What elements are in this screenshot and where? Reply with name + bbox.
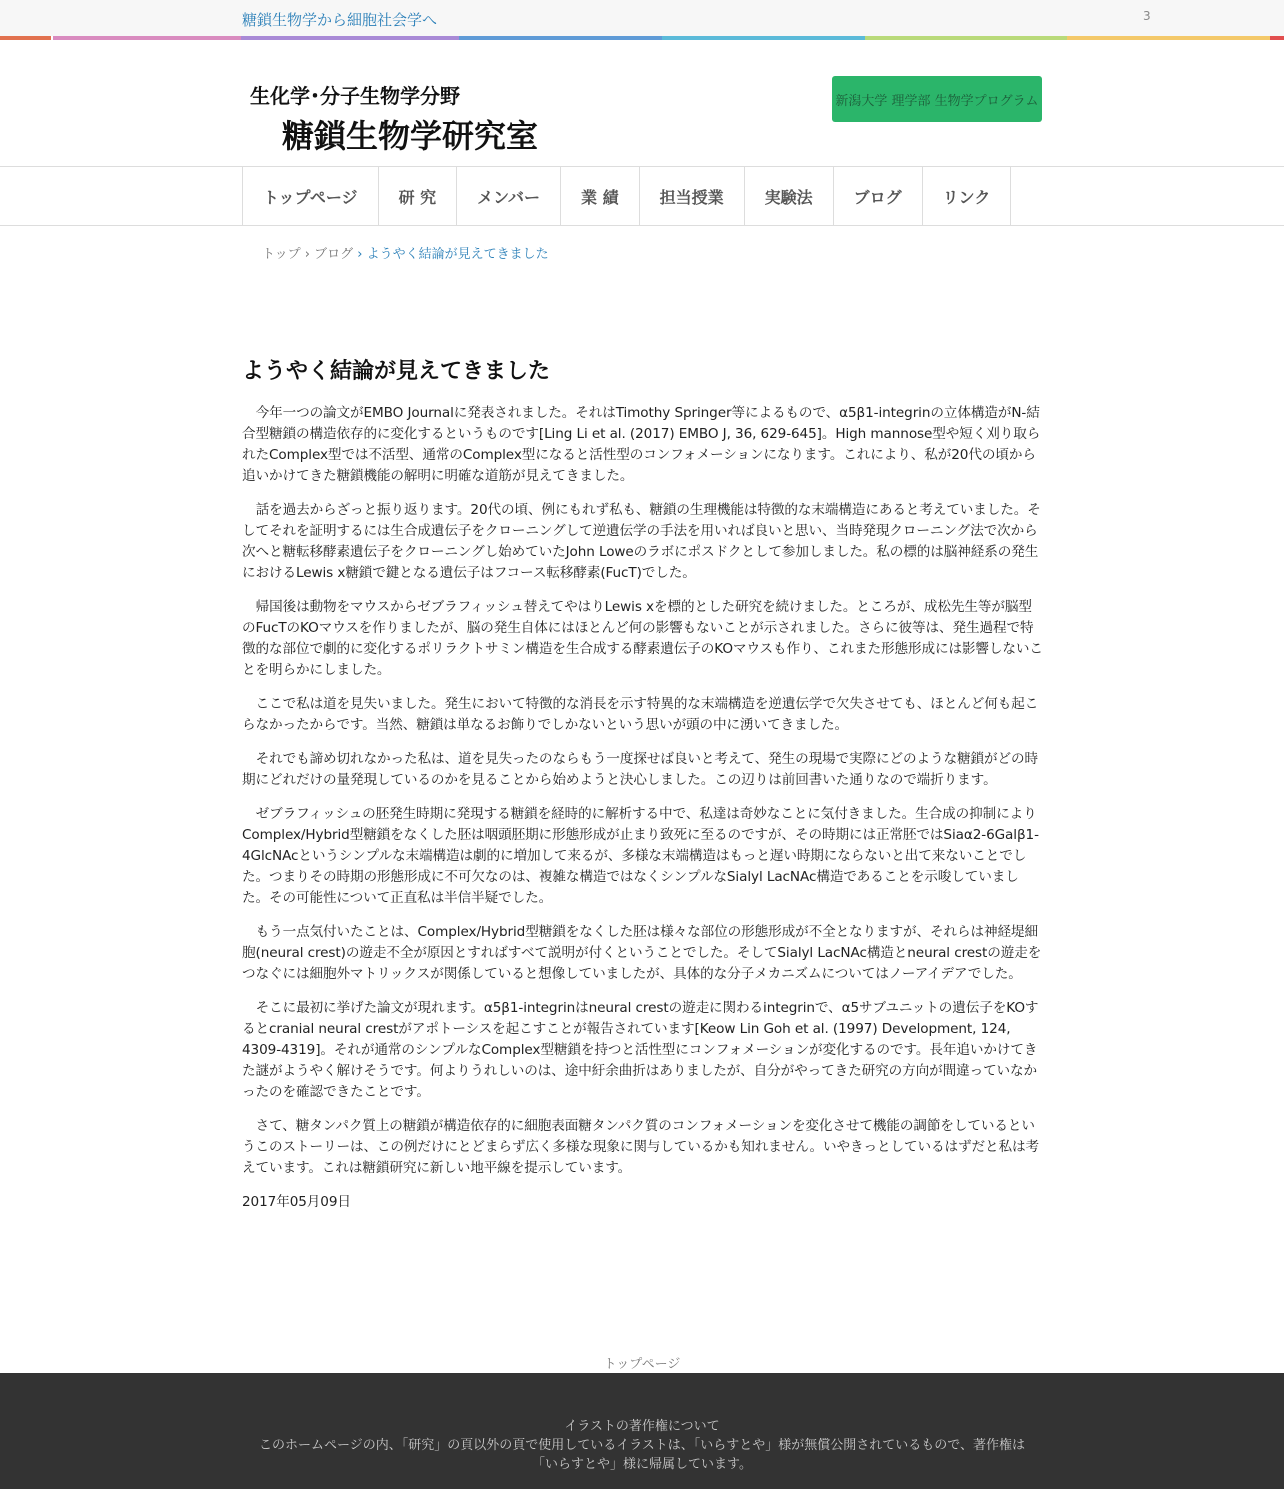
top-bar bbox=[0, 0, 1284, 36]
nav-item-top[interactable]: トップページ bbox=[243, 167, 379, 225]
footer-copyright-line2: 「いらすとや」様に帰属しています。 bbox=[532, 1457, 752, 1472]
article-paragraph: そこに最初に挙げた論文が現れます。α5β1-integrinはneural crestの遊走に関わるintegrinで、α5サブユニットの遺伝子をKOするとcranial neural crestがアポトーシスを起こすことが報告されています[Keow Lin Goh et al. (1997) Development, 124, 4309-4319]。それが通常のシンプルなComplex型糖鎖を持つと活性型にコンフォメーションが変化するのです。長年追いかけてきた謎がようやく解けそうです。何よりうれしいのは、途中紆余曲折はありましたが、自分がやってきた研究の方向が間違っていなかったのを確認できたことです。 bbox=[242, 1000, 1039, 1100]
back-to-top-link[interactable]: トップページ bbox=[603, 1357, 681, 1372]
article-paragraph: 今年一つの論文がEMBO Journalに発表されました。それはTimothy Springer等によるもので、α5β1-integrinの立体構造がN-結合型糖鎖の構造依存的に変化するというものです[Ling Li et al. (2017) EMBO J, 36, 629-645]。High mannose型や短く刈り取られたComplex型では不活型、通常のComplex型になると活性型のコンフォメーションになります。これにより、私が20代の頃から追いかけてきた糖鎖機能の解明に明確な道筋が見えてきました。 bbox=[242, 405, 1041, 484]
site-logo[interactable] bbox=[250, 80, 538, 157]
article-title: ようやく結論が見えてきました bbox=[242, 359, 551, 384]
site-header bbox=[0, 40, 1284, 167]
main-nav bbox=[0, 167, 1284, 226]
site-tagline-link[interactable]: 糖鎖生物学から細胞社会学へ bbox=[242, 11, 438, 29]
article-paragraph: 話を過去からざっと振り返ります。20代の頃、例にもれず私も、糖鎖の生理機能は特徴的な末端構造にあると考えていました。そしてそれを証明するには生合成遺伝子をクローニングして逆遺伝学の手法を用いれば良いと思い、当時発現クローニング法で次から次へと糖転移酵素遺伝子をクローニングし始めていたJohn Loweのラボにポスドクとして参加しました。私の標的は脳神経系の発生におけるLewis x糖鎖で鍵となる遺伝子はフコース転移酵素(FucT)でした。 bbox=[242, 502, 1041, 581]
article-date: 2017年05月09日 bbox=[242, 1194, 351, 1210]
nav-item-classes[interactable]: 担当授業 bbox=[640, 167, 745, 225]
breadcrumb bbox=[262, 243, 549, 262]
article-paragraph: ゼブラフィッシュの胚発生時期に発現する糖鎖を経時的に解析する中で、私達は奇妙なことに気付きました。生合成の抑制によりComplex/Hybrid型糖鎖をなくした胚は咽頭胚期に形態形成が止まり致死に至るのですが、その時期には正常胚ではSiaα2-6Galβ1-4GlcNAcというシンプルな末端構造は劇的に増加して来るが、多様な末端構造はもっと遅い時期にならないと出て来ないことでした。つまりその時期の形態形成に不可欠なのは、複雑な構造ではなくシンプルなSialyl LacNAc構造であることを示唆していました。その可能性について正直私は半信半疑でした。 bbox=[242, 806, 1039, 906]
logo-department: 生化学･分子生物学分野 bbox=[250, 84, 460, 108]
article-paragraph: さて、糖タンパク質上の糖鎖が構造依存的に細胞表面糖タンパク質のコンフォメーションを変化させて機能の調節をしているというこのストーリーは、この例だけにとどまらず広く多様な現象に関与しているかも知れません。いやきっとしているはずだと私は考えています。これは糖鎖研究に新しい地平線を提示しています。 bbox=[242, 1118, 1039, 1176]
footer-title: イラストの著作権について bbox=[564, 1419, 720, 1434]
nav-item-links[interactable]: リンク bbox=[923, 167, 1012, 225]
article-paragraph: もう一点気付いたことは、Complex/Hybrid型糖鎖をなくした胚は様々な部位の形態形成が不全となりますが、それらは神経堤細胞(neural crest)の遊走不全が原因とすればすべて説明が付くということでした。そしてSialyl LacNAc構造とneural crestの遊走をつなぐには細胞外マトリックスが関係していると想像していましたが、具体的な分子メカニズムについてはノーアイデアでした。 bbox=[242, 924, 1042, 982]
nav-item-research[interactable]: 研 究 bbox=[379, 167, 458, 225]
nav-item-members[interactable]: メンバー bbox=[457, 167, 561, 225]
article-paragraph: それでも諦め切れなかった私は、道を見失ったのならもう一度探せば良いと考えて、発生の現場で実際にどのような糖鎖がどの時期にどれだけの量発現しているのかを見ることから始めようと決心しました。この辺りは前回書いた通りなので端折ります。 bbox=[242, 751, 1038, 788]
blog-article bbox=[242, 354, 1044, 1226]
breadcrumb-separator: › bbox=[300, 247, 315, 262]
nav-item-blog[interactable]: ブログ bbox=[834, 167, 923, 225]
nav-item-publications[interactable]: 業 績 bbox=[561, 167, 640, 225]
university-program-button[interactable]: 新潟大学 理学部 生物学プログラム bbox=[832, 76, 1042, 122]
footer-copyright-line1: このホームページの内、「研究」の頁以外の頁で使用しているイラストは、「いらすとや」様が無償公開されているもので、著作権は bbox=[258, 1438, 1026, 1453]
site-footer bbox=[0, 1373, 1284, 1489]
article-paragraph: 帰国後は動物をマウスからゼブラフィッシュ替えてやはりLewis xを標的とした研究を続けました。ところが、成松先生等が脳型のFucTのKOマウスを作りましたが、脳の発生自体にはほとんど何の影響もないことが示されました。さらに彼等は、発生過程で特徴的な部位で劇的に変化するポリラクトサミン構造を生合成する酵素遺伝子のKOマウスも作り、これまた形態形成には影響しないことを明らかにしました。 bbox=[242, 599, 1043, 678]
breadcrumb-blog[interactable]: ブログ bbox=[314, 247, 354, 262]
breadcrumb-top[interactable]: トップ bbox=[262, 247, 301, 262]
logo-lab-name: 糖鎖生物学研究室 bbox=[282, 117, 539, 155]
nav-item-protocols[interactable]: 実験法 bbox=[745, 167, 834, 225]
breadcrumb-current: › ようやく結論が見えてきました bbox=[353, 247, 549, 262]
page-counter: 3 bbox=[1143, 9, 1151, 23]
article-paragraph: ここで私は道を見失いました。発生において特徴的な消長を示す特異的な末端構造を逆遺伝学で欠失させても、ほとんど何も起こらなかったからです。当然、糖鎖は単なるお飾りでしかないという思いが頭の中に湧いてきました。 bbox=[242, 696, 1039, 733]
